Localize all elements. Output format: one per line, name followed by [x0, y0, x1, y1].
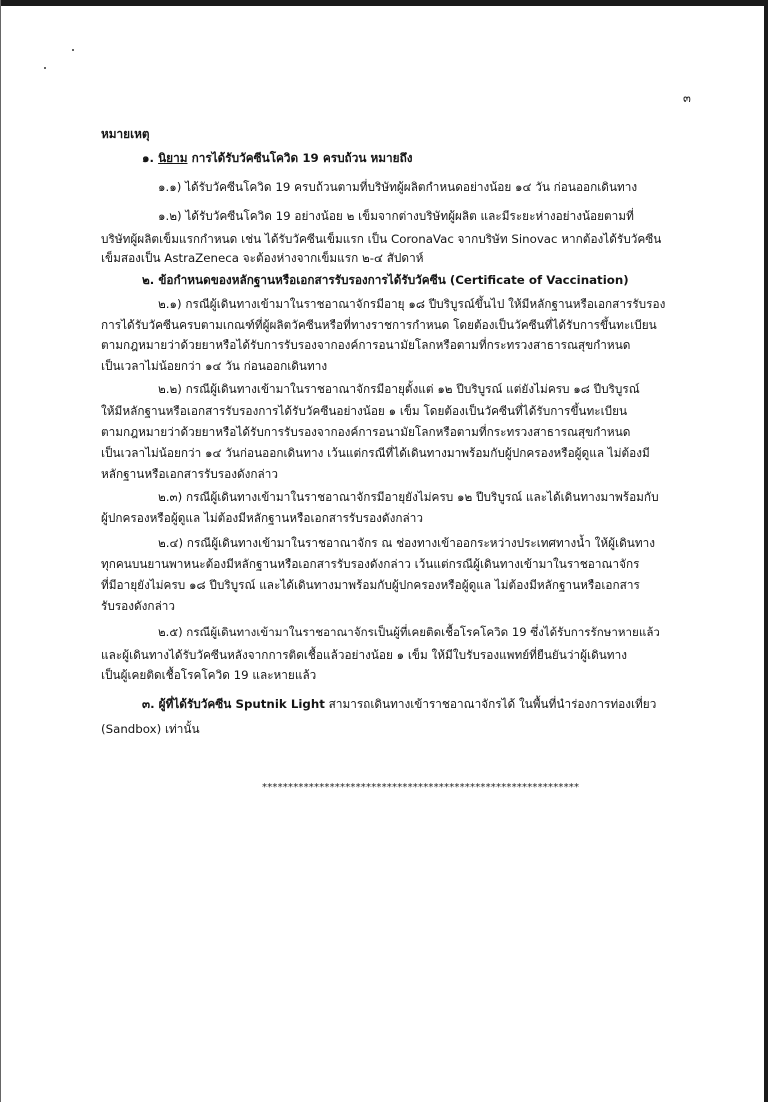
item-2-5-line-2: และผู้เดินทางได้รับวัคซีนหลังจากการติดเชื้อแล้วอย่างน้อย ๑ เข็ม ให้มีใบรับรองแพทย์ที่ยืนยันว่าผู้เดินทาง: [101, 648, 627, 662]
item-2-1-line-1: ๒.๑) กรณีผู้เดินทางเข้ามาในราชอาณาจักรมีอายุ ๑๘ ปีบริบูรณ์ขึ้นไป ให้มีหลักฐานหรือเอกสารรับรอง: [158, 297, 666, 311]
scan-border-top: [0, 0, 768, 6]
section-3-line-2: (Sandbox) เท่านั้น: [101, 722, 200, 736]
notes-heading: หมายเหตุ: [101, 127, 150, 141]
item-2-1-line-4: เป็นเวลาไม่น้อยกว่า ๑๔ วัน ก่อนออกเดินทาง: [101, 359, 328, 373]
section-2-title: ๒. ข้อกำหนดของหลักฐานหรือเอกสารรับรองการได้รับวัคซีน (Certificate of Vaccination): [142, 273, 629, 287]
section-1-title: [142, 150, 413, 166]
end-divider: *************************************************************: [262, 782, 580, 793]
scan-speck: [72, 49, 74, 51]
page-number: ๓: [683, 91, 691, 105]
item-1-2-line-3: เข็มสองเป็น AstraZeneca จะต้องห่างจากเข็มแรก ๒-๔ สัปดาห์: [101, 251, 424, 265]
item-2-2-line-5: หลักฐานหรือเอกสารรับรองดังกล่าว: [101, 467, 279, 481]
section-1-prefix: ๑.: [142, 151, 154, 165]
section-3-line-1: [142, 696, 656, 712]
item-2-1-line-3: ตามกฎหมายว่าด้วยยาหรือได้รับการรับรองจากองค์การอนามัยโลกหรือตามที่กระทรวงสาธารณสุขกำหนด: [101, 338, 631, 352]
section-3-bold: ๓. ผู้ที่ได้รับวัคซีน Sputnik Light: [142, 697, 325, 711]
item-2-3-line-1: ๒.๓) กรณีผู้เดินทางเข้ามาในราชอาณาจักรมีอายุยังไม่ครบ ๑๒ ปีบริบูรณ์ และได้เดินทางมาพร้อมกับ: [158, 490, 659, 504]
item-2-4-line-3: ที่มีอายุยังไม่ครบ ๑๘ ปีบริบูรณ์ และได้เดินทางมาพร้อมกับผู้ปกครองหรือผู้ดูแล ไม่ต้องมีหลักฐานหรือเอกสาร: [101, 578, 640, 592]
section-3-rest: สามารถเดินทางเข้าราชอาณาจักรได้ ในพื้นที่นำร่องการท่องเที่ยว: [324, 697, 657, 711]
scan-border-left: [0, 0, 1, 1102]
item-2-4-line-2: ทุกคนบนยานพาหนะต้องมีหลักฐานหรือเอกสารรับรองดังกล่าว เว้นแต่กรณีผู้เดินทางเข้ามาในราชอาณาจักร: [101, 557, 640, 571]
scan-border-right: [764, 0, 768, 1102]
scan-speck: [44, 67, 46, 69]
item-1-2-line-2: บริษัทผู้ผลิตเข็มแรกกำหนด เช่น ได้รับวัคซีนเข็มแรก เป็น CoronaVac จากบริษัท Sinovac หากต้องได้รับวัคซีน: [101, 232, 662, 246]
section-1-term: นิยาม: [158, 151, 188, 165]
item-2-5-line-1: ๒.๕) กรณีผู้เดินทางเข้ามาในราชอาณาจักรเป็นผู้ที่เคยติดเชื้อโรคโควิด 19 ซึ่งได้รับการรักษาหายแล้ว: [158, 625, 660, 639]
item-2-2-line-1: ๒.๒) กรณีผู้เดินทางเข้ามาในราชอาณาจักรมีอายุตั้งแต่ ๑๒ ปีบริบูรณ์ แต่ยังไม่ครบ ๑๘ ปีบริบูรณ์: [158, 382, 640, 396]
item-2-5-line-3: เป็นผู้เคยติดเชื้อโรคโควิด 19 และหายแล้ว: [101, 668, 317, 682]
item-2-2-line-2: ให้มีหลักฐานหรือเอกสารรับรองการได้รับวัคซีนอย่างน้อย ๑ เข็ม โดยต้องเป็นวัคซีนที่ได้รับการขึ้นทะเบียน: [101, 404, 628, 418]
item-1-2-line-1: ๑.๒) ได้รับวัคซีนโควิด 19 อย่างน้อย ๒ เข็มจากต่างบริษัทผู้ผลิต และมีระยะห่างอย่างน้อยตามที่: [158, 209, 634, 223]
item-2-2-line-4: เป็นเวลาไม่น้อยกว่า ๑๔ วันก่อนออกเดินทาง เว้นแต่กรณีที่ได้เดินทางมาพร้อมกับผู้ปกครองหรือผู้ดูแล ไม่ต้องมี: [101, 446, 650, 460]
section-1-title-text: การได้รับวัคซีนโควิด 19 ครบถ้วน หมายถึง: [191, 151, 413, 165]
item-2-2-line-3: ตามกฎหมายว่าด้วยยาหรือได้รับการรับรองจากองค์การอนามัยโลกหรือตามที่กระทรวงสาธารณสุขกำหนด: [101, 425, 631, 439]
item-2-4-line-4: รับรองดังกล่าว: [101, 599, 176, 613]
item-1-1: ๑.๑) ได้รับวัคซีนโควิด 19 ครบถ้วนตามที่บริษัทผู้ผลิตกำหนดอย่างน้อย ๑๔ วัน ก่อนออกเดินทาง: [158, 180, 638, 194]
item-2-4-line-1: ๒.๔) กรณีผู้เดินทางเข้ามาในราชอาณาจักร ณ ช่องทางเข้าออกระหว่างประเทศทางน้ำ ให้ผู้เดินทาง: [158, 536, 656, 550]
item-2-1-line-2: การได้รับวัคซีนครบตามเกณฑ์ที่ผู้ผลิตวัคซีนหรือที่ทางราชการกำหนด โดยต้องเป็นวัคซีนที่ได้รับการขึ้นทะเบียน: [101, 318, 657, 332]
item-2-3-line-2: ผู้ปกครองหรือผู้ดูแล ไม่ต้องมีหลักฐานหรือเอกสารรับรองดังกล่าว: [101, 511, 423, 525]
